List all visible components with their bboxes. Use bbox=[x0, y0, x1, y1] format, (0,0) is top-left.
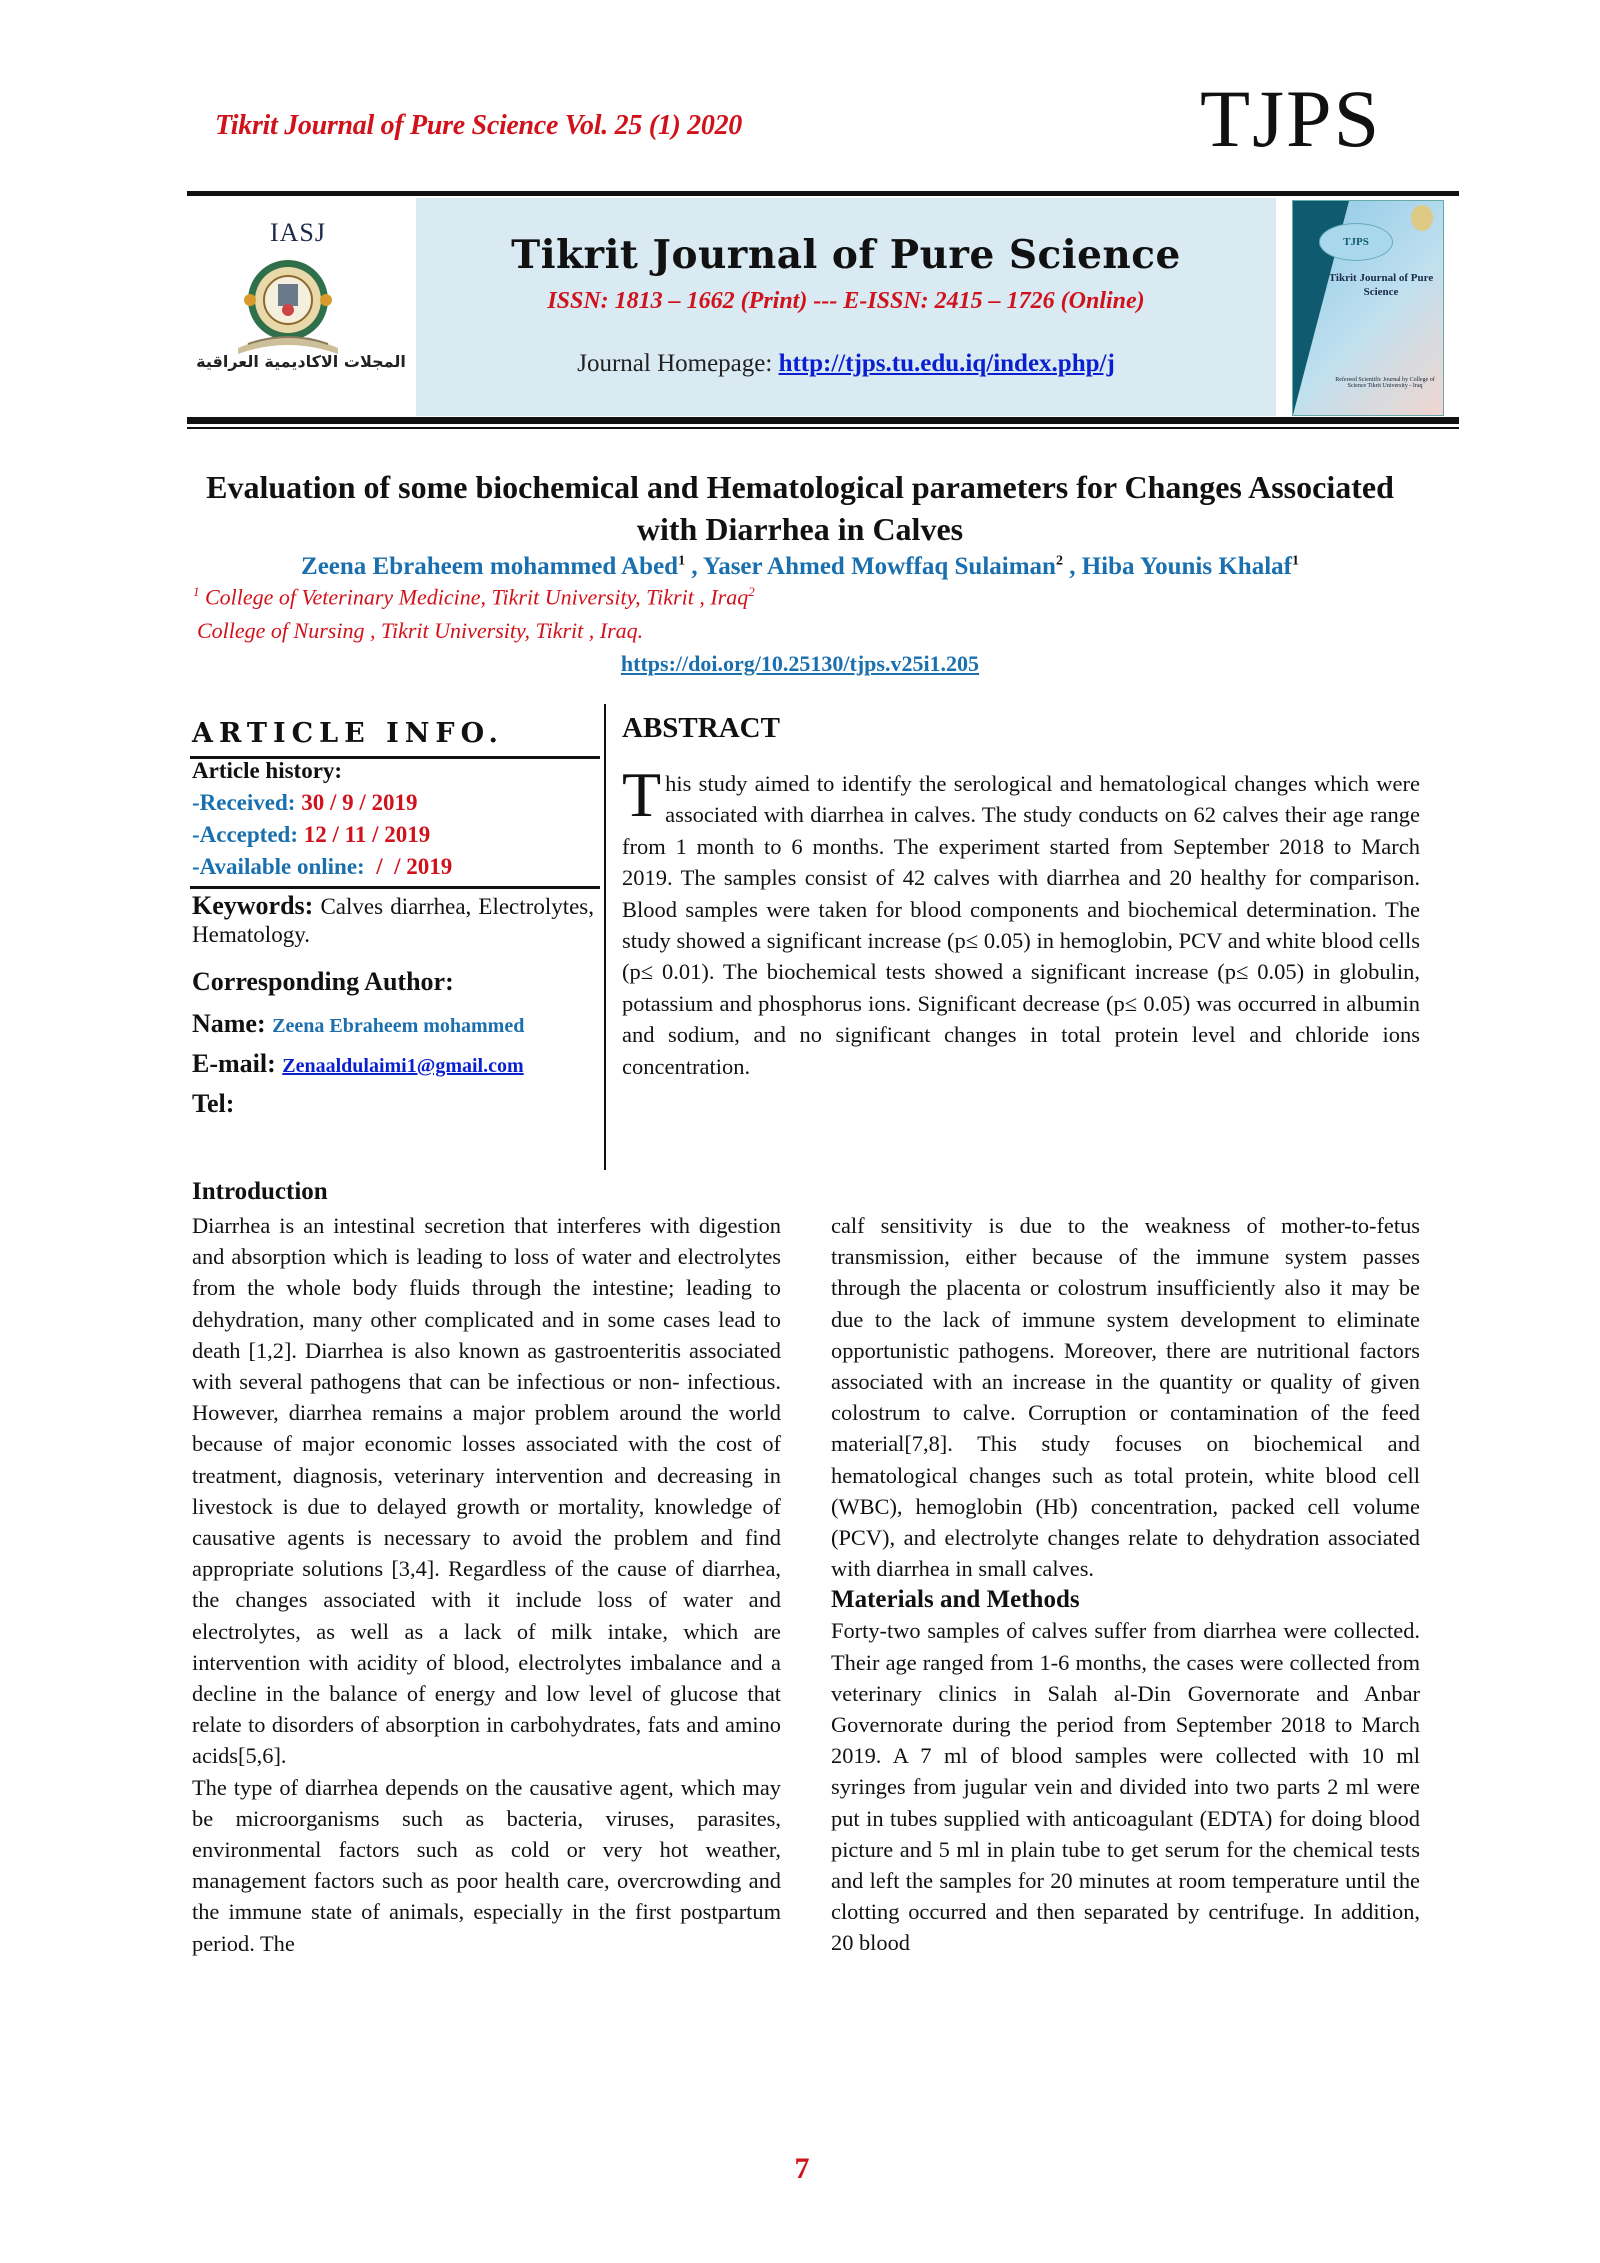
abstract-dropcap: T bbox=[622, 759, 662, 830]
author-affiliation-mark: 1 bbox=[1291, 553, 1299, 569]
journal-cover-image bbox=[1292, 200, 1444, 416]
name-value: Zeena Ebraheem mohammed bbox=[272, 1015, 525, 1037]
paper-title: Evaluation of some biochemical and Hematological parameters for Changes Associated with Diarrhea in Calves bbox=[206, 469, 1394, 547]
accepted-date bbox=[192, 822, 430, 848]
author-affiliation-mark: 1 bbox=[678, 553, 686, 569]
received-value: 30 / 9 / 2019 bbox=[301, 790, 418, 815]
author-name: Zeena Ebraheem mohammed Abed bbox=[301, 553, 679, 580]
journal-homepage bbox=[416, 350, 1276, 378]
online-label: -Available online: bbox=[192, 854, 371, 879]
online-value: / / 2019 bbox=[370, 854, 453, 879]
author-separator: , bbox=[1069, 553, 1082, 580]
doi bbox=[187, 651, 1413, 677]
corresponding-author-tel: Tel: bbox=[192, 1089, 235, 1118]
right-column bbox=[831, 1210, 1420, 1959]
author-separator: , bbox=[691, 553, 703, 580]
received-label: -Received: bbox=[192, 790, 302, 815]
email-link[interactable]: Zenaaldulaimi1@gmail.com bbox=[282, 1055, 524, 1077]
article-history-label: Article history: bbox=[192, 758, 343, 783]
banner-bottom-rule bbox=[187, 417, 1459, 424]
banner-top-rule bbox=[187, 191, 1459, 196]
abstract-text bbox=[622, 759, 1420, 1082]
banner-bottom-rule-thin bbox=[187, 427, 1459, 429]
running-header-title: Tikrit Journal of Pure Science Vol. 25 (1) 2020 bbox=[215, 110, 742, 141]
author-name: Yaser Ahmed Mowffaq Sulaiman bbox=[702, 553, 1056, 580]
accepted-value: 12 / 11 / 2019 bbox=[303, 822, 431, 847]
corresponding-author-label: Corresponding Author: bbox=[192, 967, 454, 996]
keywords-value: Calves diarrhea, Electrolytes, Hematology. bbox=[192, 894, 595, 947]
affiliation-1 bbox=[193, 584, 755, 610]
accepted-label: -Accepted: bbox=[192, 822, 304, 847]
body-paragraph: The type of diarrhea depends on the causative agent, which may be microorganisms such as bacteria, viruses, parasites, environmental factors such as cold or very hot weather, management factors such as poor health care, overcrowding and the immune state of animals, especially in the first postpartum period. The bbox=[192, 1774, 781, 1956]
author-list bbox=[187, 553, 1413, 581]
doi-link[interactable]: https://doi.org/10.25130/tjps.v25i1.205 bbox=[620, 651, 980, 676]
homepage-label: Journal Homepage: bbox=[577, 350, 779, 377]
email-label: E-mail: bbox=[192, 1049, 283, 1078]
column-divider bbox=[604, 704, 606, 1170]
left-column bbox=[192, 1210, 781, 1959]
author-affiliation-mark: 2 bbox=[1055, 553, 1063, 569]
introduction-heading: Introduction bbox=[192, 1178, 328, 1205]
journal-issn: ISSN: 1813 – 1662 (Print) --- E-ISSN: 2415 – 1726 (Online) bbox=[547, 288, 1145, 314]
journal-title: Tikrit Journal of Pure Science bbox=[511, 232, 1181, 278]
article-info-rule bbox=[190, 886, 600, 889]
iasj-logo-label: IASJ bbox=[270, 218, 327, 247]
cover-title: Tikrit Journal of Pure Science bbox=[1328, 272, 1434, 298]
cover-badge: TJPS bbox=[1319, 223, 1393, 261]
affiliation-mark: 1 bbox=[193, 584, 200, 599]
affiliation-2: College of Nursing , Tikrit University, Tikrit , Iraq. bbox=[197, 618, 644, 643]
body-paragraph: calf sensitivity is due to the weakness of mother-to-fetus transmission, either because of the immune system passes through the placenta or colostrum insufficiently also it may be due to the lack of immune system development to eliminate opportunistic pathogens. Moreover, there are nutritional factors associated with an increase in the quantity or quality of given colostrum to calve. Corruption or contamination of the feed material[7,8]. This study focuses on biochemical and hematological changes such as total protein, white blood cell (WBC), hemoglobin (Hb) concentration, packed cell volume (PCV), and electrolyte changes relate to dehydration associated with diarrhea in small calves. bbox=[831, 1213, 1420, 1582]
homepage-link[interactable]: http://tjps.tu.edu.iq/index.php/j bbox=[778, 350, 1115, 377]
keywords bbox=[192, 892, 594, 949]
corresponding-author-name bbox=[192, 1009, 524, 1039]
article-info-heading: ARTICLE INFO. bbox=[192, 718, 504, 749]
page-number: 7 bbox=[794, 2152, 810, 2185]
corresponding-author-email bbox=[192, 1049, 524, 1079]
journal-mark: TJPS bbox=[1200, 73, 1382, 164]
abstract-body: his study aimed to identify the serological and hematological changes which were associated with diarrhea in calves. The study conducts on 62 calves their age range from 1 month to 6 months. The experiment started from September 2018 to March 2019. The samples consist of 42 calves with diarrhea and 20 healthy for comparison. Blood samples were taken for blood components and biochemical determination. The study showed a significant increase (p≤ 0.05) in hemoglobin, PCV and white blood cells (p≤ 0.01). The biochemical tests showed a significant increase (p≤ 0.05) in globulin, potassium and phosphorus ions. Significant decrease (p≤ 0.05) was occurred in albumin and sodium, and no significant changes in total protein level and chloride ions concentration. bbox=[622, 771, 1420, 1079]
cover-footer: Refereed Scientific Journal by College of Science Tikrit University - Iraq bbox=[1335, 377, 1435, 389]
methods-heading: Materials and Methods bbox=[831, 1586, 1080, 1614]
name-label: Name: bbox=[192, 1009, 273, 1038]
author-name: Hiba Younis Khalaf bbox=[1081, 553, 1292, 580]
available-online-date bbox=[192, 854, 452, 880]
body-paragraph: Forty-two samples of calves suffer from diarrhea were collected. Their age ranged from 1-6 months, the cases were collected from veterinary clinics in Salah al-Din Governorate and Anbar Governorate during the period from September 2018 to March 2019. A 7 ml of blood samples were collected with 10 ml syringes from jugular vein and divided into two parts 2 ml were put in tubes supplied with anticoagulant (EDTA) for doing blood picture and 5 ml in plain tube to get serum for the chemical tests and left the samples for 20 minutes at room temperature until the clotting occurred and then separated by centrifuge. In addition, 20 blood bbox=[831, 1618, 1420, 1956]
affiliation-text: College of Veterinary Medicine, Tikrit University, Tikrit , Iraq bbox=[199, 584, 749, 610]
abstract-heading: ABSTRACT bbox=[622, 712, 780, 744]
received-date bbox=[192, 790, 417, 816]
affiliation-mark: 2 bbox=[748, 584, 755, 599]
publisher-arabic-name: المجلات الاكاديمية العراقية bbox=[196, 352, 406, 371]
body-paragraph: Diarrhea is an intestinal secretion that interferes with digestion and absorption which is leading to loss of water and electrolytes from the whole body fluids through the intestine; leading to dehydration, many other complicated and in some cases lead to death [1,2]. Diarrhea is also known as gastroenteritis associated with several pathogens that can be infectious or non- infectious. However, diarrhea remains a major problem around the world because of major economic losses associated with the cost of treatment, diagnosis, veterinary intervention and decreasing in livestock is due to delayed growth or mortality, knowledge of causative agents is necessary to avoid the problem and find appropriate solutions [3,4]. Regardless of the cause of diarrhea, the changes associated with it include loss of water and electrolytes, as well as a lack of milk intake, which are intervention with acidity of blood, electrolytes imbalance and a decline in the balance of energy and low level of glucose that relate to disorders of absorption in carbohydrates, fats and amino acids[5,6]. bbox=[192, 1213, 781, 1769]
cover-emblem-icon bbox=[1411, 205, 1433, 231]
iasj-seal-icon bbox=[228, 248, 348, 368]
keywords-label: Keywords: bbox=[192, 891, 314, 920]
